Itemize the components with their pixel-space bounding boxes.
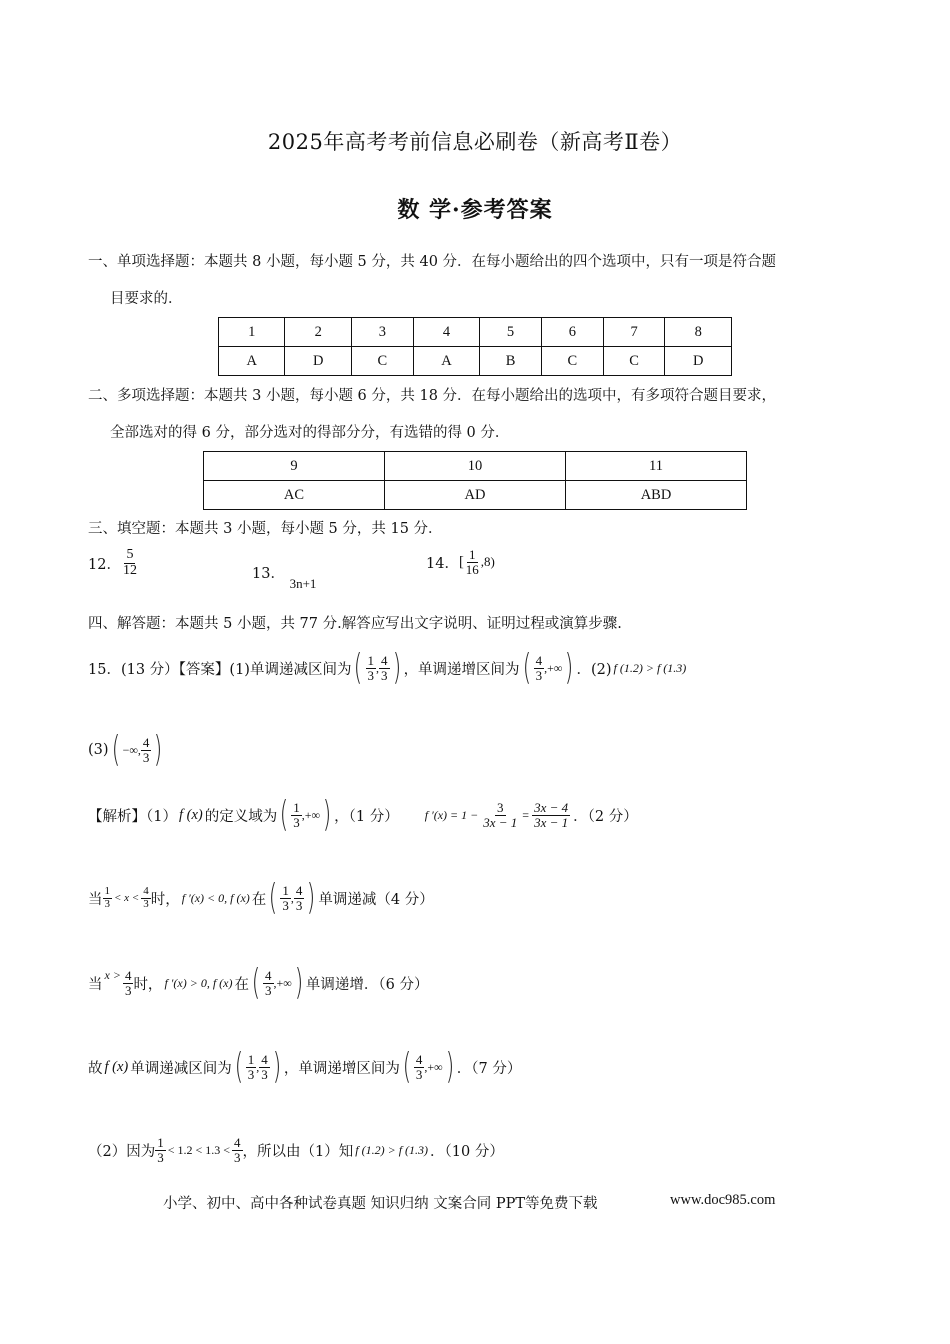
analysis-l2-c: 在 (251, 891, 267, 908)
q15-part3-line (88, 727, 165, 773)
q14-numerator: 1 (469, 547, 476, 562)
denominator: 3 (282, 897, 289, 913)
analysis-l1-fx: f (x) (178, 806, 203, 823)
table-cell: 4 (413, 318, 479, 347)
denominator: 3 (261, 1066, 268, 1082)
derivative-lhs: f ′(x) = 1 − (424, 807, 479, 822)
answer-14 (426, 548, 495, 576)
numerator: 1 (293, 799, 300, 815)
table-cell: AC (204, 481, 385, 510)
table-cell: A (219, 347, 285, 376)
denominator: 3 (142, 749, 150, 765)
interval-4-3-inf: ( $\frac{4}{3}$ , +∞ ) (402, 1046, 454, 1087)
q15-answer-line (88, 643, 686, 693)
table-row (219, 347, 732, 376)
section1-heading: 一、单项选择题：本题共 8 小题，每小题 5 分，共 40 分．在每小题给出的四个选项中，只有一项是符合题 (88, 254, 777, 270)
analysis-l2-cond: f ′(x) < 0, f (x) (181, 890, 250, 905)
footer-url[interactable]: www.doc985.com (670, 1192, 776, 1208)
denominator: 3 (234, 1149, 241, 1165)
table-cell: 8 (665, 318, 732, 347)
table-row (219, 318, 732, 347)
table-cell: ABD (566, 481, 747, 510)
numerator: 1 (104, 884, 110, 897)
analysis-line-4 (88, 1042, 521, 1092)
analysis-l4-b: 单调递减区间为 (130, 1060, 232, 1077)
denominator: 3 (143, 897, 149, 910)
numerator: 1 (157, 1134, 164, 1150)
analysis-line-2 (88, 873, 434, 923)
pos-infinity: +∞ (276, 975, 292, 990)
section2-heading: 二、多项选择题：本题共 3 小题，每小题 6 分，共 18 分．在每小题给出的选项中，有多项符合题目要求， (88, 388, 777, 404)
numerator: 4 (124, 967, 132, 983)
q15-comma1: ，单调递增区间为 (403, 661, 520, 678)
pos-infinity: +∞ (427, 1059, 443, 1074)
table-cell: 6 (541, 318, 603, 347)
analysis-l1-d: ．（2 分） (573, 808, 638, 825)
table-cell: 10 (385, 452, 566, 481)
section2-heading-cont: 全部选对的得 6 分，部分选对的得部分分，有选错的得 0 分． (110, 425, 510, 441)
table-cell: C (541, 347, 603, 376)
analysis-l2-lt: < x < (114, 892, 140, 904)
q13-answer: 3n+1 (289, 576, 317, 591)
section1-heading-cont: 目要求的． (110, 291, 183, 307)
analysis-l5-chain: < 1.2 < 1.3 < (167, 1142, 231, 1157)
q12-label: 12． (88, 556, 121, 573)
table-row (204, 481, 747, 510)
denominator: 3x − 1 (534, 814, 569, 830)
table-row (204, 452, 747, 481)
analysis-l3-d: 单调递增．（6 分） (305, 976, 429, 993)
answer-12 (88, 548, 139, 578)
denominator: 3 (367, 667, 375, 683)
table-cell: D (665, 347, 732, 376)
denominator: 3 (104, 897, 110, 910)
q14-fraction (464, 548, 481, 576)
q12-fraction (121, 548, 139, 578)
table-cell: C (351, 347, 413, 376)
footer-text: 小学、初中、高中各种试卷真题 知识归纳 文案合同 PPT等免费下载 (163, 1196, 598, 1212)
numerator: 4 (535, 652, 543, 668)
table-cell: A (413, 347, 479, 376)
denominator: 3x − 1 (483, 814, 518, 830)
analysis-line-3 (88, 958, 428, 1008)
q14-rest: ,8) (480, 554, 495, 570)
denominator: 3 (293, 814, 300, 830)
page-title: 2025年高考考前信息必刷卷（新高考Ⅱ卷） (267, 130, 683, 154)
analysis-l4-fx: f (x) (104, 1058, 129, 1075)
denominator: 3 (247, 1066, 255, 1082)
analysis-l3-c: 在 (234, 976, 249, 993)
denominator: 3 (265, 982, 272, 998)
analysis-l3-cond: f ′(x) > 0, f (x) (164, 975, 233, 990)
analysis-l1-c: ，（1 分） (334, 808, 399, 825)
q15-part3: (3) (88, 742, 109, 758)
analysis-l2-d: 单调递减（4 分） (318, 891, 434, 908)
analysis-l3-b: 时， (133, 976, 163, 993)
equals-sign: = (522, 807, 530, 822)
analysis-l5-ineq: f (1.2) > f (1.3) (355, 1142, 429, 1157)
table-cell: 7 (603, 318, 665, 347)
analysis-l5-c: ．（10 分） (430, 1143, 504, 1160)
q12-denominator: 12 (122, 562, 137, 578)
interval-1-3-4-3: ( $\frac{1}{3}$ , $\frac{4}{3}$ ) (354, 647, 401, 688)
numerator: 4 (234, 1134, 241, 1150)
numerator: 1 (282, 882, 289, 898)
table-cell: 9 (204, 452, 385, 481)
analysis-l4-a: 故 (88, 1060, 103, 1077)
derivative-fraction-2 (532, 801, 570, 829)
section3-heading: 三、填空题：本题共 3 小题，每小题 5 分，共 15 分． (88, 521, 443, 537)
numerator: 4 (381, 652, 388, 668)
analysis-line-5 (88, 1125, 504, 1175)
denominator: 3 (295, 897, 303, 913)
q15-part2: ．(2) (576, 661, 612, 678)
table-cell: D (285, 347, 351, 376)
page-subtitle: 数 学·参考答案 (397, 197, 553, 223)
q13-label: 13． (252, 566, 285, 582)
denominator: 3 (415, 1066, 423, 1082)
pos-infinity: +∞ (304, 807, 321, 822)
section4-heading: 四、解答题：本题共 5 小题，共 77 分.解答应写出文字说明、证明过程或演算步骤. (88, 616, 622, 632)
interval-neginf-4-3: ( −∞ , $\frac{4}{3}$ ) (111, 729, 163, 770)
table-cell: 5 (480, 318, 542, 347)
denominator: 3 (124, 982, 132, 998)
interval-1-3-4-3: ( $\frac{1}{3}$ , $\frac{4}{3}$ ) (234, 1046, 282, 1087)
denominator: 3 (157, 1149, 164, 1165)
analysis-l4-c: ，单调递增区间为 (283, 1060, 400, 1077)
analysis-l3-gt: x > (104, 967, 121, 982)
table-cell: B (480, 347, 542, 376)
section1-answer-table (218, 317, 732, 376)
analysis-l5-a: （2）因为 (88, 1143, 156, 1160)
analysis-l3-a: 当 (88, 976, 103, 993)
denominator: 3 (535, 667, 543, 683)
numerator: 1 (247, 1051, 255, 1067)
derivative-fraction-1 (481, 801, 519, 829)
numerator: 4 (142, 734, 150, 750)
denominator: 3 (381, 667, 388, 683)
analysis-l4-d: ．（7 分） (456, 1060, 522, 1077)
analysis-l2-b: 时， (150, 891, 180, 908)
interval-4-3-inf: ( $\frac{4}{3}$ , +∞ ) (251, 962, 304, 1003)
q14-denominator: 16 (465, 561, 479, 577)
q12-numerator: 5 (126, 547, 134, 562)
analysis-l2-a: 当 (88, 891, 103, 908)
interval-4-3-inf: ( $\frac{4}{3}$ , +∞ ) (522, 647, 574, 688)
analysis-l1-a: 【解析】（1） (88, 808, 177, 825)
numerator: 4 (415, 1051, 423, 1067)
table-cell: AD (385, 481, 566, 510)
table-cell: 3 (351, 318, 413, 347)
numerator: 4 (265, 967, 272, 983)
q14-open-bracket: [ (458, 553, 464, 570)
numerator: 4 (295, 882, 303, 898)
q15-head: 15．(13 分）【答案】(1)单调递减区间为 (88, 661, 352, 678)
neg-infinity: −∞ (122, 742, 138, 757)
numerator: 3 (497, 799, 504, 815)
q15-inequality: f (1.2) > f (1.3) (613, 660, 687, 675)
numerator: 4 (143, 884, 149, 897)
table-cell: 2 (285, 318, 351, 347)
analysis-line-1 (88, 790, 638, 840)
table-cell: C (603, 347, 665, 376)
table-cell: 1 (219, 318, 285, 347)
pos-infinity: +∞ (547, 660, 563, 675)
interval-1-3-inf: ( $\frac{1}{3}$ , +∞ ) (280, 794, 332, 835)
answer-13 (252, 562, 317, 591)
interval-1-3-4-3: ( $\frac{1}{3}$ , $\frac{4}{3}$ ) (269, 877, 316, 918)
numerator: 1 (367, 652, 375, 668)
section2-answer-table (203, 451, 747, 510)
analysis-l5-b: ，所以由（1）知 (242, 1143, 354, 1160)
numerator: 4 (261, 1051, 268, 1067)
analysis-l1-b: 的定义域为 (204, 808, 278, 825)
table-cell: 11 (566, 452, 747, 481)
numerator: 3x − 4 (534, 799, 569, 815)
q14-label: 14． (426, 555, 459, 572)
